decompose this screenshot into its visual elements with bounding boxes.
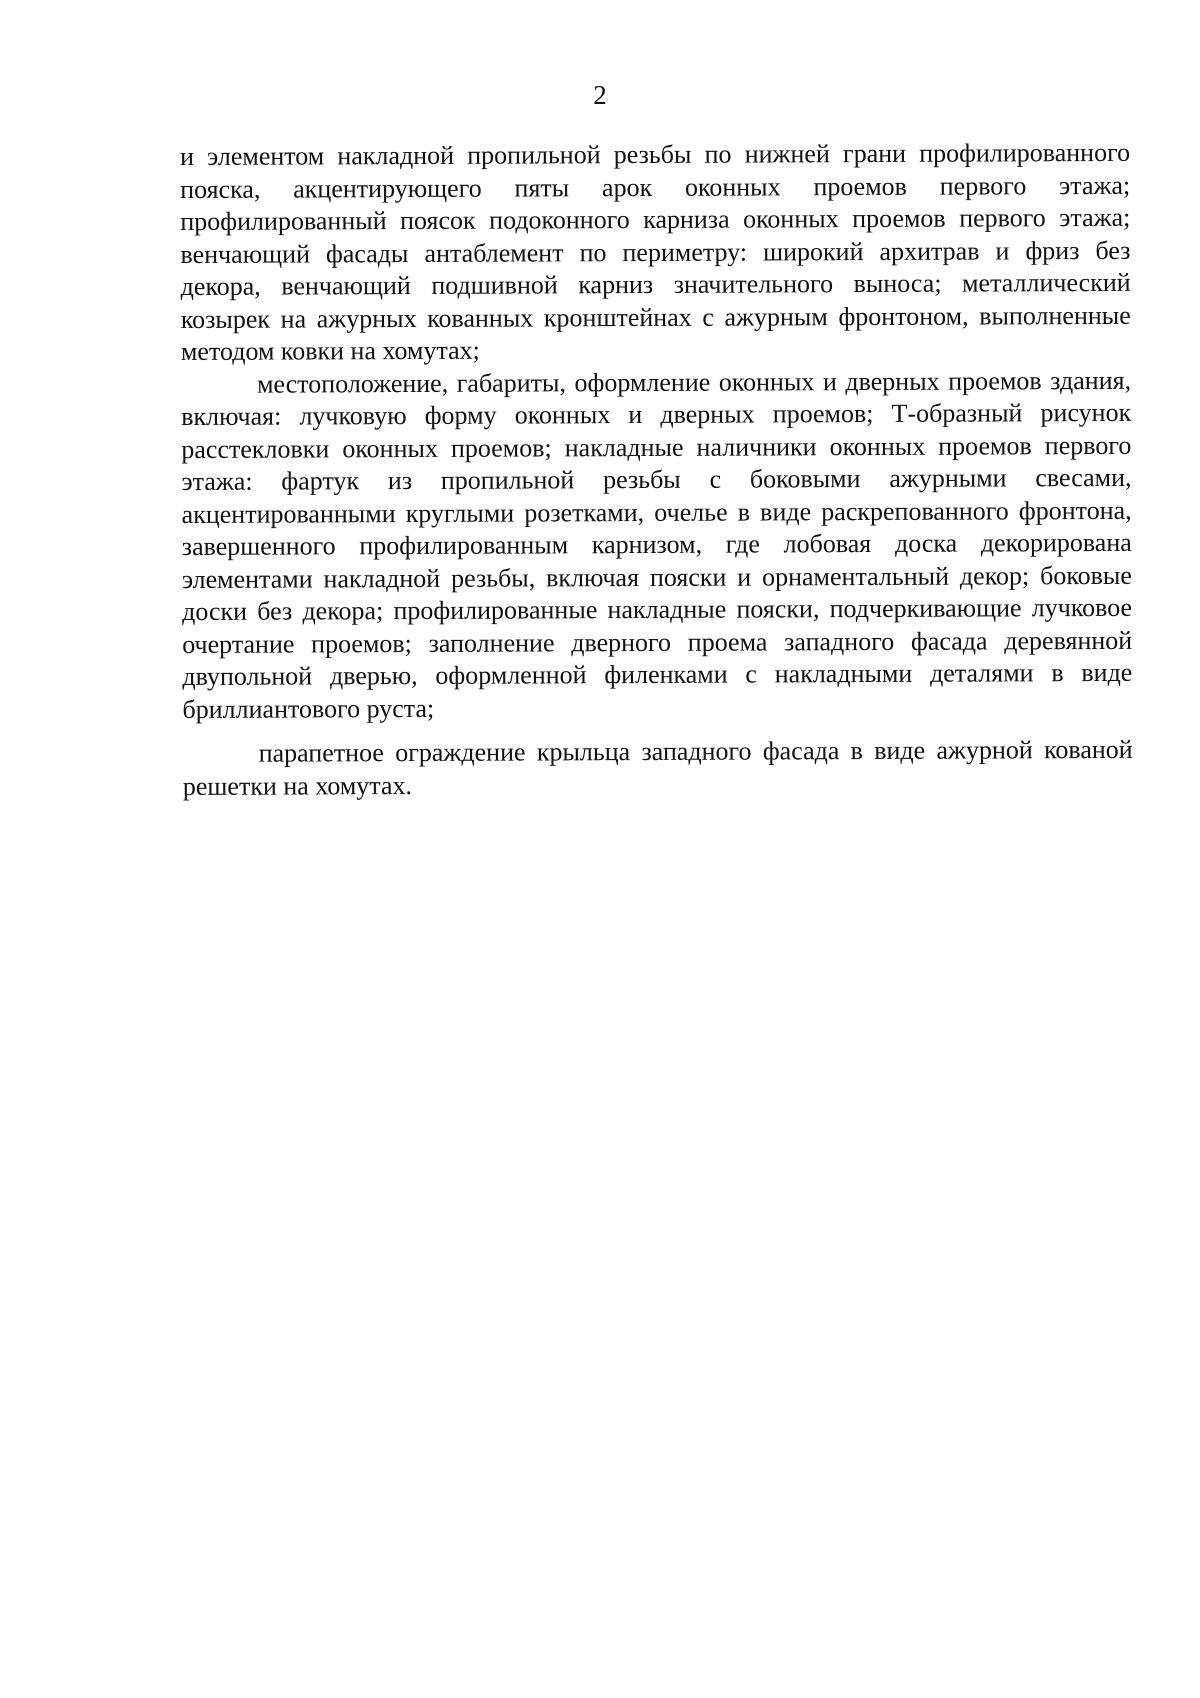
document-body <box>180 137 1133 803</box>
paragraph-parapet: парапетное ограждение крыльца западного фасада в виде ажурной кованой решетки на хомутах. <box>182 734 1133 801</box>
paragraph-openings: местоположение, габариты, оформление оконных и дверных проемов здания, включая: лучковую форму оконных и дверных проемов; Т-образный рисунок расстекловки оконных проемов; накладные наличники оконных проемов первого этажа: фартук из пропильной резьбы с боковыми ажурными свесами, акцентированными круглыми розетками, очелье в виде раскрепованного фронтона, завершенного профилированным карнизом, где лобовая доска декорирована элементами накладной резьбы, включая пояски и орнаментальный декор; боковые доски без декора; профилированные накладные пояски, подчеркивающие лучковое очертание проемов; заполнение дверного проема западного фасада деревянной двупольной дверью, оформленной филенками с накладными деталями в виде бриллиантового руста; <box>181 365 1133 724</box>
paragraph-continuation: и элементом накладной пропильной резьбы по нижней грани профилированного пояска, акцентирующего пяты арок оконных проемов первого этажа; профилированный поясок подоконного карниза оконных проемов первого этажа; венчающий фасады антаблемент по периметру: широкий архитрав и фриз без декора, венчающий подшивной карниз значительного выноса; металлический козырек на ажурных кованных кронштейнах с ажурным фронтоном, выполненные методом ковки на хомутах; <box>180 137 1131 366</box>
page-number: 2 <box>593 80 607 110</box>
